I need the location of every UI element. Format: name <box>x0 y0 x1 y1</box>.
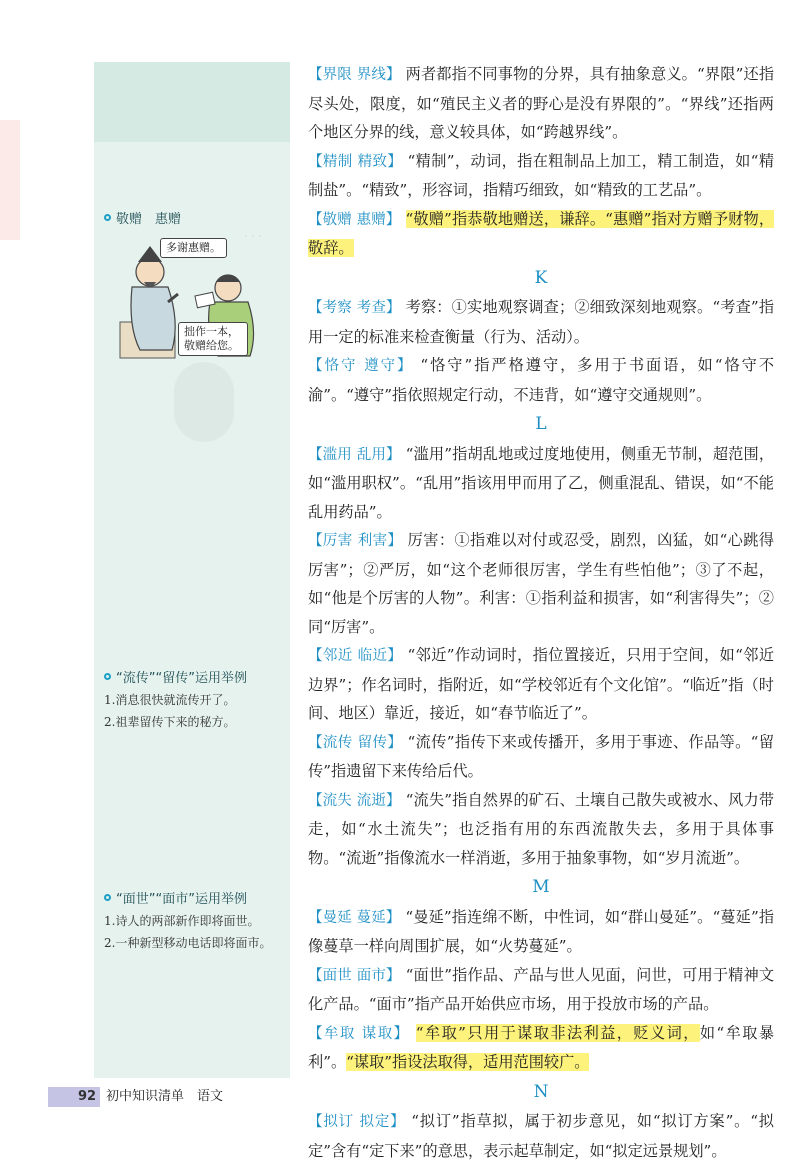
bleed-through-text: · · · <box>244 230 262 243</box>
entry-text: “曼延”指连绵不断，中性词，如“群山曼延”。“蔓延”指像蔓草一样向周围扩展，如“火势蔓延”。 <box>308 907 775 955</box>
section-letter-k: K <box>534 267 548 288</box>
entry-text: “流失”指自然界的矿石、土壤自己散失或被水、风力带走，如“水土流失”；也泛指有用的东西流散失去，多用于具体事物。“流逝”指像流水一样消逝，多用于抽象事物，如“岁月流逝”。 <box>308 790 775 867</box>
entry-term: 【厉害 利害】 <box>308 533 403 549</box>
entry-term: 【滥用 乱用】 <box>308 446 401 463</box>
note-title: 敬赠 惠赠 <box>116 212 182 227</box>
sidebar-note-mianshi <box>104 888 271 951</box>
page-number: 92 <box>78 1089 97 1104</box>
entry-keshou <box>308 351 774 409</box>
entry-lanyong <box>308 440 774 527</box>
entry-term: 【界限 界线】 <box>308 67 401 83</box>
sidebar-top-band <box>94 62 290 142</box>
entry-text: “邻近”作动词时，指位置接近，只用于空间，如“邻近边界”；作名词时，指附近，如“学校邻近有个文化馆”。“临近”指（时间、地区）靠近，接近，如“春节临近了”。 <box>308 646 775 722</box>
entry-term: 【流传 留传】 <box>308 734 403 751</box>
section-letter-m: M <box>532 877 550 897</box>
section-letter-n: N <box>533 1081 549 1102</box>
bullet-icon <box>104 673 111 680</box>
edge-decoration <box>0 120 20 240</box>
sidebar-note-jingzeng <box>104 208 181 227</box>
bleed-through-figure <box>174 362 234 442</box>
entry-manyan <box>308 903 774 961</box>
entry-highlight: “敬赠”指恭敬地赠送，谦辞。“惠赠”指对方赠予财物，敬辞。 <box>308 209 775 257</box>
entry-term: 【敬赠 惠赠】 <box>308 211 401 228</box>
speech-bubble-thanks: 多谢惠赠。 <box>160 238 227 258</box>
bullet-icon <box>104 214 111 221</box>
entry-liushi <box>308 786 774 873</box>
entry-term: 【邻近 临近】 <box>308 648 403 664</box>
entries-list <box>308 60 774 1165</box>
entry-linjin <box>308 641 774 728</box>
example-1: 1.消息很快就流传开了。 <box>104 693 236 707</box>
entry-liuchuan <box>308 728 774 786</box>
entry-highlight: “谋取”指设法取得，适用范围较广。 <box>346 1053 590 1071</box>
entry-jiexian <box>308 60 774 147</box>
entry-highlight: “牟取”只用于谋取非法利益，贬义词， <box>415 1023 700 1042</box>
book-title: 初中知识清单 语文 <box>106 1089 224 1104</box>
entry-mianshi <box>308 961 774 1019</box>
bullet-icon <box>104 894 111 901</box>
entry-niding <box>308 1107 774 1165</box>
entry-text: 考察：①实地观察调查；②细致深刻地观察。“考查”指用一定的标准来检查衡量（行为、活动）。 <box>308 298 775 346</box>
entry-term: 【面世 面市】 <box>308 967 401 984</box>
example-2: 2.祖辈留传下来的秘方。 <box>104 715 236 729</box>
entry-text: “恪守”指严格遵守，多用于书面语，如“恪守不渝”。“遵守”指依照规定行动，不违背，如“遵守交通规则”。 <box>308 356 775 404</box>
entry-jingzhi <box>308 147 774 205</box>
entry-term: 【精制 精致】 <box>308 153 403 170</box>
entry-text: “拟订”指草拟，属于初步意见，如“拟订方案”。“拟定”含有“定下来”的意思，表示起草制定，如“拟定远景规划”。 <box>308 1112 774 1160</box>
entry-text: “面世”指作品、产品与世人见面，问世，可用于精神文化产品。“面市”指产品开始供应市场，用于投放市场的产品。 <box>308 965 775 1013</box>
entry-term: 【拟订 拟定】 <box>308 1114 406 1130</box>
entry-text: “流传”指传下来或传播开，多用于事迹、作品等。“留传”指遗留下来传给后代。 <box>308 732 775 780</box>
entry-jingzeng <box>308 205 774 263</box>
entry-term: 【考察 考查】 <box>308 300 401 316</box>
entry-term: 【牟取 谋取】 <box>308 1025 410 1042</box>
entry-text: 两者都指不同事物的分界，具有抽象意义。“界限”还指尽头处，限度，如“殖民主义者的野心是没有界限的”。“界线”还指两个地区分界的线，意义较具体，如“跨越界线”。 <box>308 65 775 141</box>
entry-mouqu <box>308 1019 774 1077</box>
entry-text: “精制”，动词，指在粗制品上加工，精工制造，如“精制盐”。“精致”，形容词，指精巧细致，如“精致的工艺品”。 <box>308 151 775 199</box>
note-title: “面世”“面市”运用举例 <box>116 892 247 907</box>
entry-text: 如“牟取暴利”。 <box>308 1023 775 1071</box>
entry-term: 【曼延 蔓延】 <box>308 909 401 926</box>
entry-lihai <box>308 526 774 641</box>
example-1: 1.诗人的两部新作即将面世。 <box>104 914 260 928</box>
example-2: 2.一种新型移动电话即将面市。 <box>104 936 272 950</box>
entry-term: 【流失 流逝】 <box>308 792 401 809</box>
section-letter-l: L <box>535 414 547 434</box>
entry-text: 厉害：①指难以对付或忍受，剧烈，凶猛，如“心跳得厉害”；②严厉，如“这个老师很厉害，学生有些怕他”；③了不起，如“他是个厉害的人物”。利害：①指利益和损害，如“利害得失”；②同“厉害”。 <box>308 531 775 636</box>
entry-kaocha <box>308 293 774 351</box>
note-title: “流传”“留传”运用举例 <box>116 671 247 686</box>
page-footer <box>48 1087 308 1109</box>
entry-text: “滥用”指胡乱地或过度地使用，侧重无节制，超范围，如“滥用职权”。“乱用”指该用甲而用了乙，侧重混乱、错误，如“不能乱用药品”。 <box>308 444 775 521</box>
sidebar-note-liuchuan <box>104 667 247 730</box>
entry-term: 【恪守 遵守】 <box>308 358 414 374</box>
speech-bubble-gift: 拙作一本，敬赠给您。 <box>178 322 248 356</box>
